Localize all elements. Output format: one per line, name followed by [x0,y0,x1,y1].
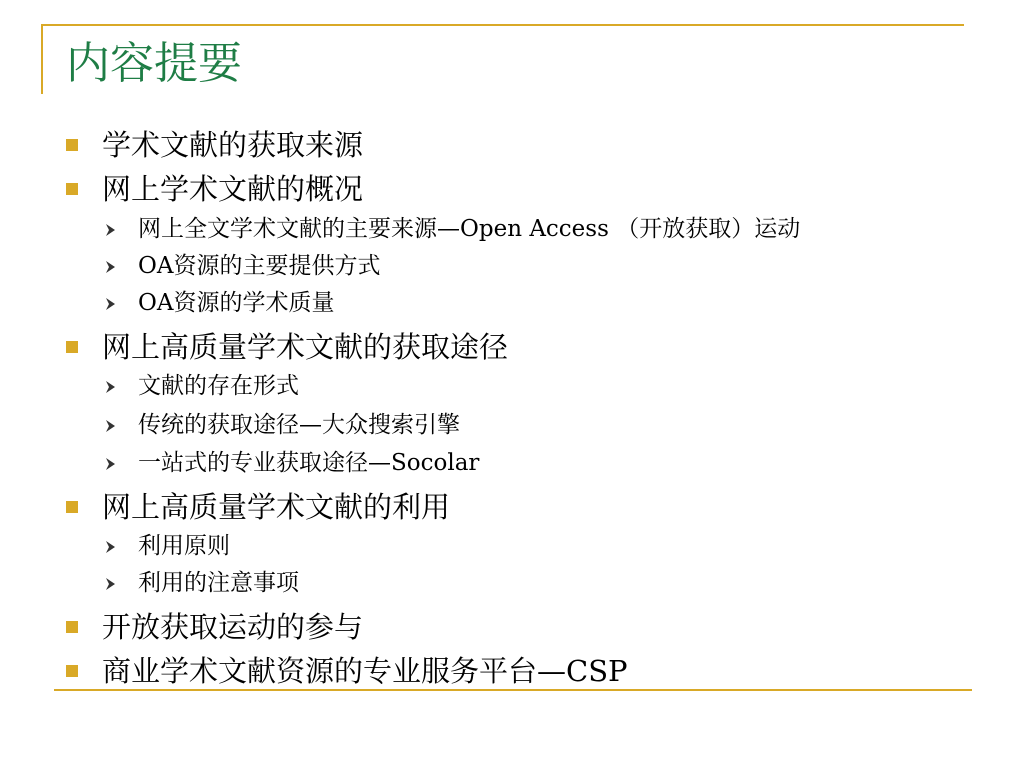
outline-item-text: 网上学术文献的概况 [102,172,364,206]
square-bullet-icon [66,621,78,633]
outline-item-text: 开放获取运动的参与 [102,610,364,644]
arrow-bullet-icon [104,568,118,598]
outline-subitem-text: OA资源的主要提供方式 [138,253,381,279]
outline-item-text: 学术文献的获取来源 [102,128,364,162]
outline-item-text: 网上高质量学术文献的利用 [102,490,451,524]
outline-subitem-text: 一站式的专业获取途径—Socolar [138,450,480,476]
arrow-bullet-icon [104,288,118,318]
outline-item-text: 网上高质量学术文献的获取途径 [102,330,509,364]
outline-subitem-text: 利用原则 [138,533,230,559]
arrow-bullet-icon [104,410,118,440]
outline-subitem-text: 利用的注意事项 [138,570,299,596]
outline-subitem-text: 网上全文学术文献的主要来源—Open Access （开放获取）运动 [138,216,801,242]
arrow-bullet-icon [104,531,118,561]
arrow-bullet-icon [104,214,118,244]
outline-subitem-text: 传统的获取途径—大众搜索引擎 [138,412,460,438]
square-bullet-icon [66,501,78,513]
outline-subitem-text: 文献的存在形式 [138,373,299,399]
square-bullet-icon [66,183,78,195]
square-bullet-icon [66,665,78,677]
outline-subitem-text: OA资源的学术质量 [138,290,335,316]
square-bullet-icon [66,341,78,353]
arrow-bullet-icon [104,251,118,281]
bottom-rule [54,689,972,691]
arrow-bullet-icon [104,371,118,401]
slide-title: 内容提要 [66,38,242,89]
arrow-bullet-icon [104,448,118,478]
square-bullet-icon [66,139,78,151]
outline-item-text: 商业学术文献资源的专业服务平台—CSP [102,654,628,688]
